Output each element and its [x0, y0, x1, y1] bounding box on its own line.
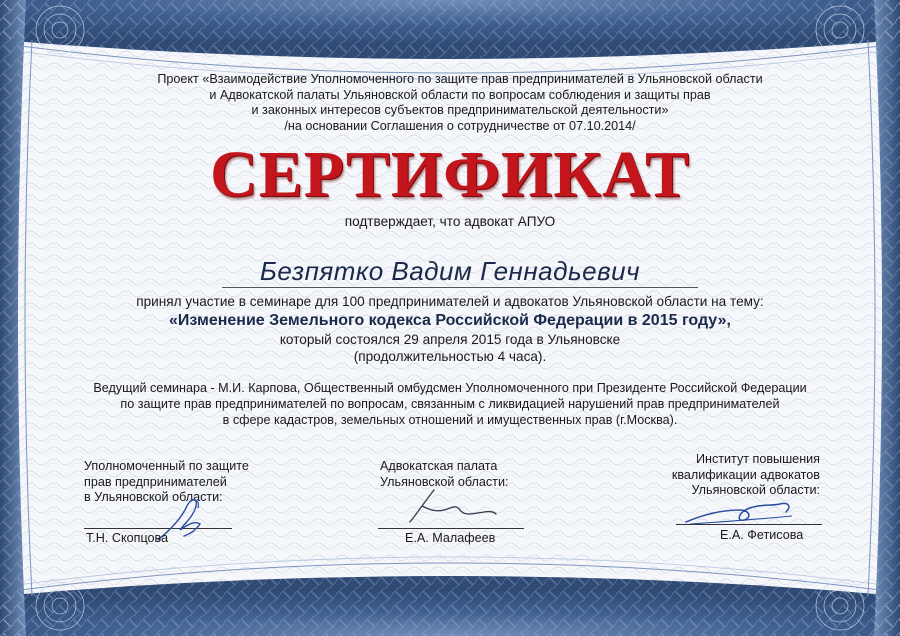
moderator-line: в сфере кадастров, земельных отношений и имущественных прав (г.Москва). [222, 413, 678, 427]
handwritten-signature [400, 482, 500, 530]
signatory-name: Т.Н. Скопцова [86, 531, 169, 545]
name-underline [222, 287, 698, 288]
participation-text: принял участие в семинаре для 100 предпринимателей и адвокатов Ульяновской области на тему: [136, 294, 764, 309]
signatory-org-line: прав предпринимателей [84, 474, 227, 489]
signatory-org-line: Адвокатская палата [380, 459, 498, 473]
signatory-org-line: квалификации адвокатов [671, 467, 820, 482]
project-line: и Адвокатской палаты Ульяновской области по вопросам соблюдения и защиты прав [209, 87, 711, 102]
moderator-line: Ведущий семинара - М.И. Карпова, Общественный омбудсмен Уполномоченного при Президенте Российской Федерации [93, 381, 807, 395]
project-header [90, 72, 830, 134]
signatory-institute [620, 452, 820, 499]
recipient-name: Безпятко Вадим Геннадьевич [259, 256, 641, 286]
signatory-org-line: Институт повышения [695, 452, 820, 466]
signatory-name: Е.А. Малафеев [405, 531, 496, 545]
held-text: который состоялся 29 апреля 2015 года в Ульяновске [279, 332, 621, 347]
certificate-title: СЕРТИФИКАТ [210, 138, 690, 211]
signatory-org-line: в Ульяновской области: [84, 490, 223, 504]
certificate-body [60, 293, 840, 365]
project-line: /на основании Соглашения о сотрудничестве от 07.10.2014/ [284, 118, 636, 133]
signatory-org-line: Ульяновской области: [691, 483, 820, 497]
handwritten-signature [680, 496, 800, 530]
confirms-text: подтверждает, что адвокат АПУО [344, 214, 556, 229]
signatory-name: Е.А. Фетисова [720, 528, 804, 542]
project-line: Проект «Взаимодействие Уполномоченного по защите прав предпринимателей в Ульяновской области [157, 72, 763, 86]
moderator-info [60, 380, 840, 428]
signatory-org-line: Уполномоченный по защите [84, 459, 249, 473]
signatory-org-line: Ульяновской области: [380, 474, 509, 489]
project-line: и законных интересов субъектов предпринимательской деятельности» [251, 103, 669, 118]
seminar-topic: «Изменение Земельного кодекса Российской Федерации в 2015 году», [169, 312, 731, 329]
duration-text: (продолжительностью 4 часа). [353, 349, 547, 364]
moderator-line: по защите прав предпринимателей по вопросам, связанным с ликвидацией нарушений прав предпринимателей [120, 397, 780, 411]
